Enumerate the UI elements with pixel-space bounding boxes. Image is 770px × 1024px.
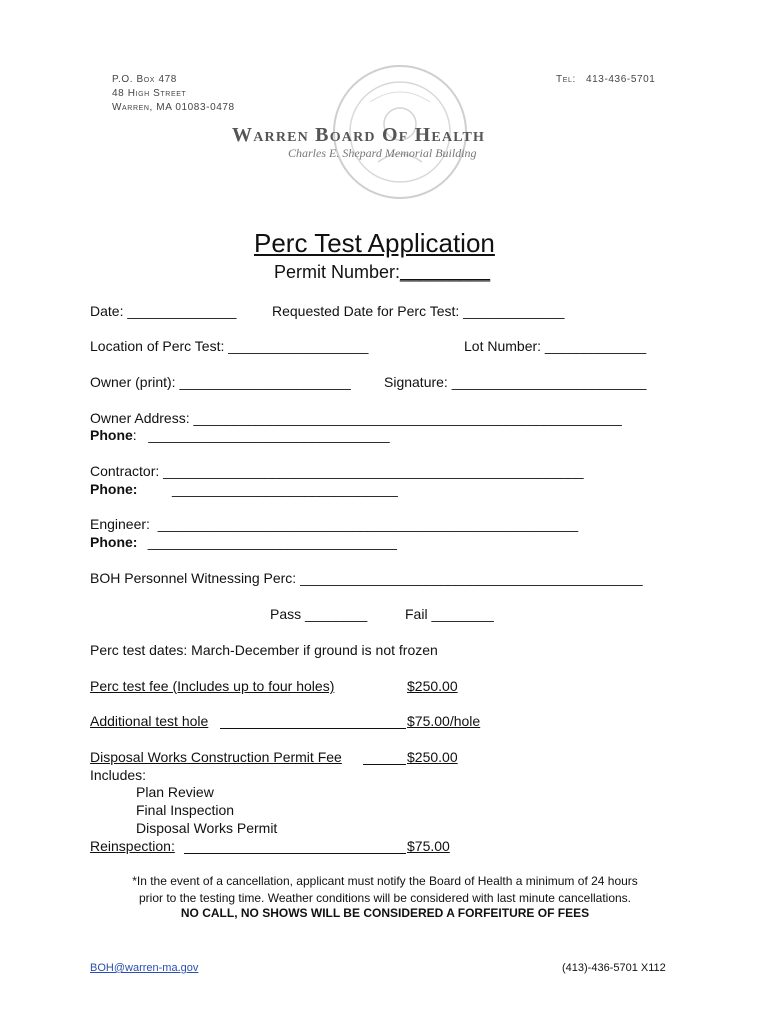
date-field[interactable]: Date: ______________ xyxy=(90,303,237,319)
pass-field[interactable]: Pass ________ xyxy=(270,606,368,622)
email-link[interactable]: BOH@warren-ma.gov xyxy=(90,962,199,974)
engineer-field[interactable]: Engineer: ______________________________________________________ xyxy=(90,516,579,532)
owner-phone-label: Phone xyxy=(90,427,133,443)
perc-fee-label: Perc test fee (Includes up to four holes) xyxy=(90,678,335,694)
address-line-1: P.O. Box 478 xyxy=(112,74,177,85)
signature-field[interactable]: Signature: _________________________ xyxy=(384,374,647,390)
building-name: Charles E. Shepard Memorial Building xyxy=(288,146,477,160)
contractor-phone-field[interactable]: _____________________________ xyxy=(172,481,398,497)
disposal-permit-label: Disposal Works Construction Permit Fee xyxy=(90,749,342,765)
address-line-2: 48 High Street xyxy=(112,88,187,99)
perc-fee-value: $250.00 xyxy=(407,678,458,694)
reinspection-label: Reinspection: xyxy=(90,838,175,854)
board-name: Warren Board Of Health xyxy=(232,124,486,146)
reinspection-value: $75.00 xyxy=(407,838,450,854)
boh-witness-field[interactable]: BOH Personnel Witnessing Perc: ____________________________________________ xyxy=(90,570,643,586)
footer-phone: (413)-436-5701 X112 xyxy=(562,962,666,974)
disposal-permit-value: $250.00 xyxy=(407,749,458,765)
contractor-field[interactable]: Contractor: ______________________________________________________ xyxy=(90,463,584,479)
include-item-final-inspection: Final Inspection xyxy=(136,802,235,818)
additional-hole-value: $75.00/hole xyxy=(407,713,481,729)
permit-number-label: Permit Number:_________ xyxy=(274,262,491,282)
include-item-disposal-works-permit: Disposal Works Permit xyxy=(136,820,278,836)
engineer-phone-field[interactable]: ________________________________ xyxy=(140,534,397,550)
owner-print-field[interactable]: Owner (print): ______________________ xyxy=(90,374,351,390)
location-field[interactable]: Location of Perc Test: __________________ xyxy=(90,338,369,354)
perc-fee-underline xyxy=(90,678,408,694)
include-item-plan-review: Plan Review xyxy=(136,784,214,800)
fail-field[interactable]: Fail ________ xyxy=(405,606,494,622)
forfeiture-notice: NO CALL, NO SHOWS WILL BE CONSIDERED A FORFEITURE OF FEES xyxy=(180,906,590,920)
telephone: Tel: 413-436-5701 xyxy=(556,74,656,85)
address-line-3: Warren, MA 01083-0478 xyxy=(112,102,235,113)
owner-phone-field[interactable]: Phone: _______________________________ xyxy=(90,427,390,443)
lot-number-field[interactable]: Lot Number: _____________ xyxy=(464,338,647,354)
permit-number-field[interactable]: _________ xyxy=(400,262,491,282)
includes-label: Includes: xyxy=(90,767,147,783)
cancellation-notice-line-1: *In the event of a cancellation, applicant must notify the Board of Health a minimum of 24 hours xyxy=(132,874,638,888)
cancellation-notice-line-2: prior to the testing time. Weather conditions will be considered with last minute cancellations. xyxy=(138,891,632,905)
contractor-phone-label: Phone: xyxy=(90,481,138,497)
requested-date-field[interactable]: Requested Date for Perc Test: _____________ xyxy=(272,303,565,319)
page-title: Perc Test Application xyxy=(254,228,495,258)
additional-hole-label: Additional test hole xyxy=(90,713,209,729)
owner-address-field[interactable]: Owner Address: _______________________________________________________ xyxy=(90,410,622,426)
disposal-permit-rule xyxy=(363,764,406,765)
additional-hole-rule xyxy=(220,728,406,729)
perc-dates-note: Perc test dates: March-December if ground is not frozen xyxy=(90,642,438,658)
reinspection-rule xyxy=(184,853,406,854)
engineer-phone-label: Phone: xyxy=(90,534,138,550)
